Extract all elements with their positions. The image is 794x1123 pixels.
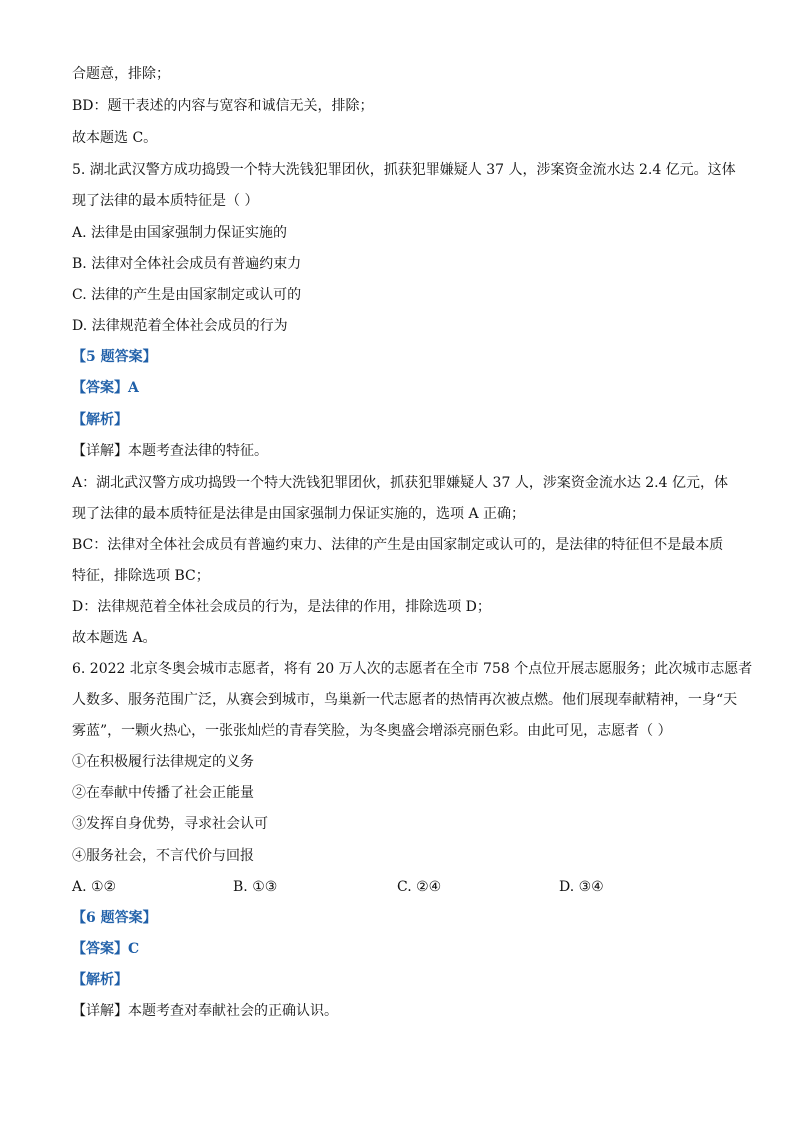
q6-item-3: ③发挥自身优势，寻求社会认可 xyxy=(72,816,268,832)
q5-answer: 【答案】A xyxy=(72,380,139,396)
q6-choice-c: C. ②④ xyxy=(397,879,442,895)
q5-explain-a-2: 现了法律的最本质特征是法律是由国家强制力保证实施的，选项 A 正确； xyxy=(72,506,526,522)
q6-analysis-label: 【解析】 xyxy=(72,972,128,988)
q5-option-b: B. 法律对全体社会成员有普遍约束力 xyxy=(72,256,302,272)
q6-detail: 【详解】本题考查对奉献社会的正确认识。 xyxy=(72,1003,338,1019)
prev-line-2: BD：题干表述的内容与宽容和诚信无关，排除； xyxy=(72,98,374,114)
q5-option-a: A. 法律是由国家强制力保证实施的 xyxy=(72,225,288,241)
q5-stem-line-2: 现了法律的最本质特征是（ ） xyxy=(72,193,259,209)
q5-option-c: C. 法律的产生是由国家制定或认可的 xyxy=(72,287,302,303)
q6-item-1: ①在积极履行法律规定的义务 xyxy=(72,754,254,770)
q6-item-4: ④服务社会，不言代价与回报 xyxy=(72,848,254,864)
q5-answer-header: 【5 题答案】 xyxy=(72,349,157,365)
q5-stem-line-1: 5. 湖北武汉警方成功捣毁一个特大洗钱犯罪团伙，抓获犯罪嫌疑人 37 人，涉案资金流水达 2.4 亿元。这体 xyxy=(72,162,736,178)
q5-conclusion: 故本题选 A。 xyxy=(72,630,157,646)
q6-stem-line-3: 雾蓝”，一颗火热心，一张张灿烂的青春笑脸，为冬奥盛会增添亮丽色彩。由此可见，志愿者（ ） xyxy=(72,723,672,739)
q5-explain-bc-2: 特征，排除选项 BC； xyxy=(72,568,210,584)
q6-choice-b: B. ①③ xyxy=(233,879,278,895)
q5-explain-bc-1: BC：法律对全体社会成员有普遍约束力、法律的产生是由国家制定或认可的，是法律的特征但不是最本质 xyxy=(72,537,724,553)
q5-detail: 【详解】本题考查法律的特征。 xyxy=(72,443,268,459)
q5-explain-a-1: A：湖北武汉警方成功捣毁一个特大洗钱犯罪团伙，抓获犯罪嫌疑人 37 人，涉案资金流水达 2.4 亿元，体 xyxy=(72,475,728,491)
prev-conclusion: 故本题选 C。 xyxy=(72,130,158,146)
prev-line-1: 合题意，排除； xyxy=(72,66,170,82)
q6-stem-line-1: 6. 2022 北京冬奥会城市志愿者，将有 20 万人次的志愿者在全市 758 个点位开展志愿服务；此次城市志愿者 xyxy=(72,661,753,677)
q6-answer-header: 【6 题答案】 xyxy=(72,910,157,926)
q6-choice-d: D. ③④ xyxy=(559,879,604,895)
q6-choice-a: A. ①② xyxy=(72,879,117,895)
q5-analysis-label: 【解析】 xyxy=(72,412,128,428)
q6-answer: 【答案】C xyxy=(72,941,140,957)
q6-stem-line-2: 人数多、服务范围广泛，从赛会到城市，鸟巢新一代志愿者的热情再次被点燃。他们展现奉献精神，一身“天 xyxy=(72,692,738,708)
q5-option-d: D. 法律规范着全体社会成员的行为 xyxy=(72,318,288,334)
q6-item-2: ②在奉献中传播了社会正能量 xyxy=(72,785,254,801)
q5-explain-d: D：法律规范着全体社会成员的行为，是法律的作用，排除选项 D； xyxy=(72,599,491,615)
